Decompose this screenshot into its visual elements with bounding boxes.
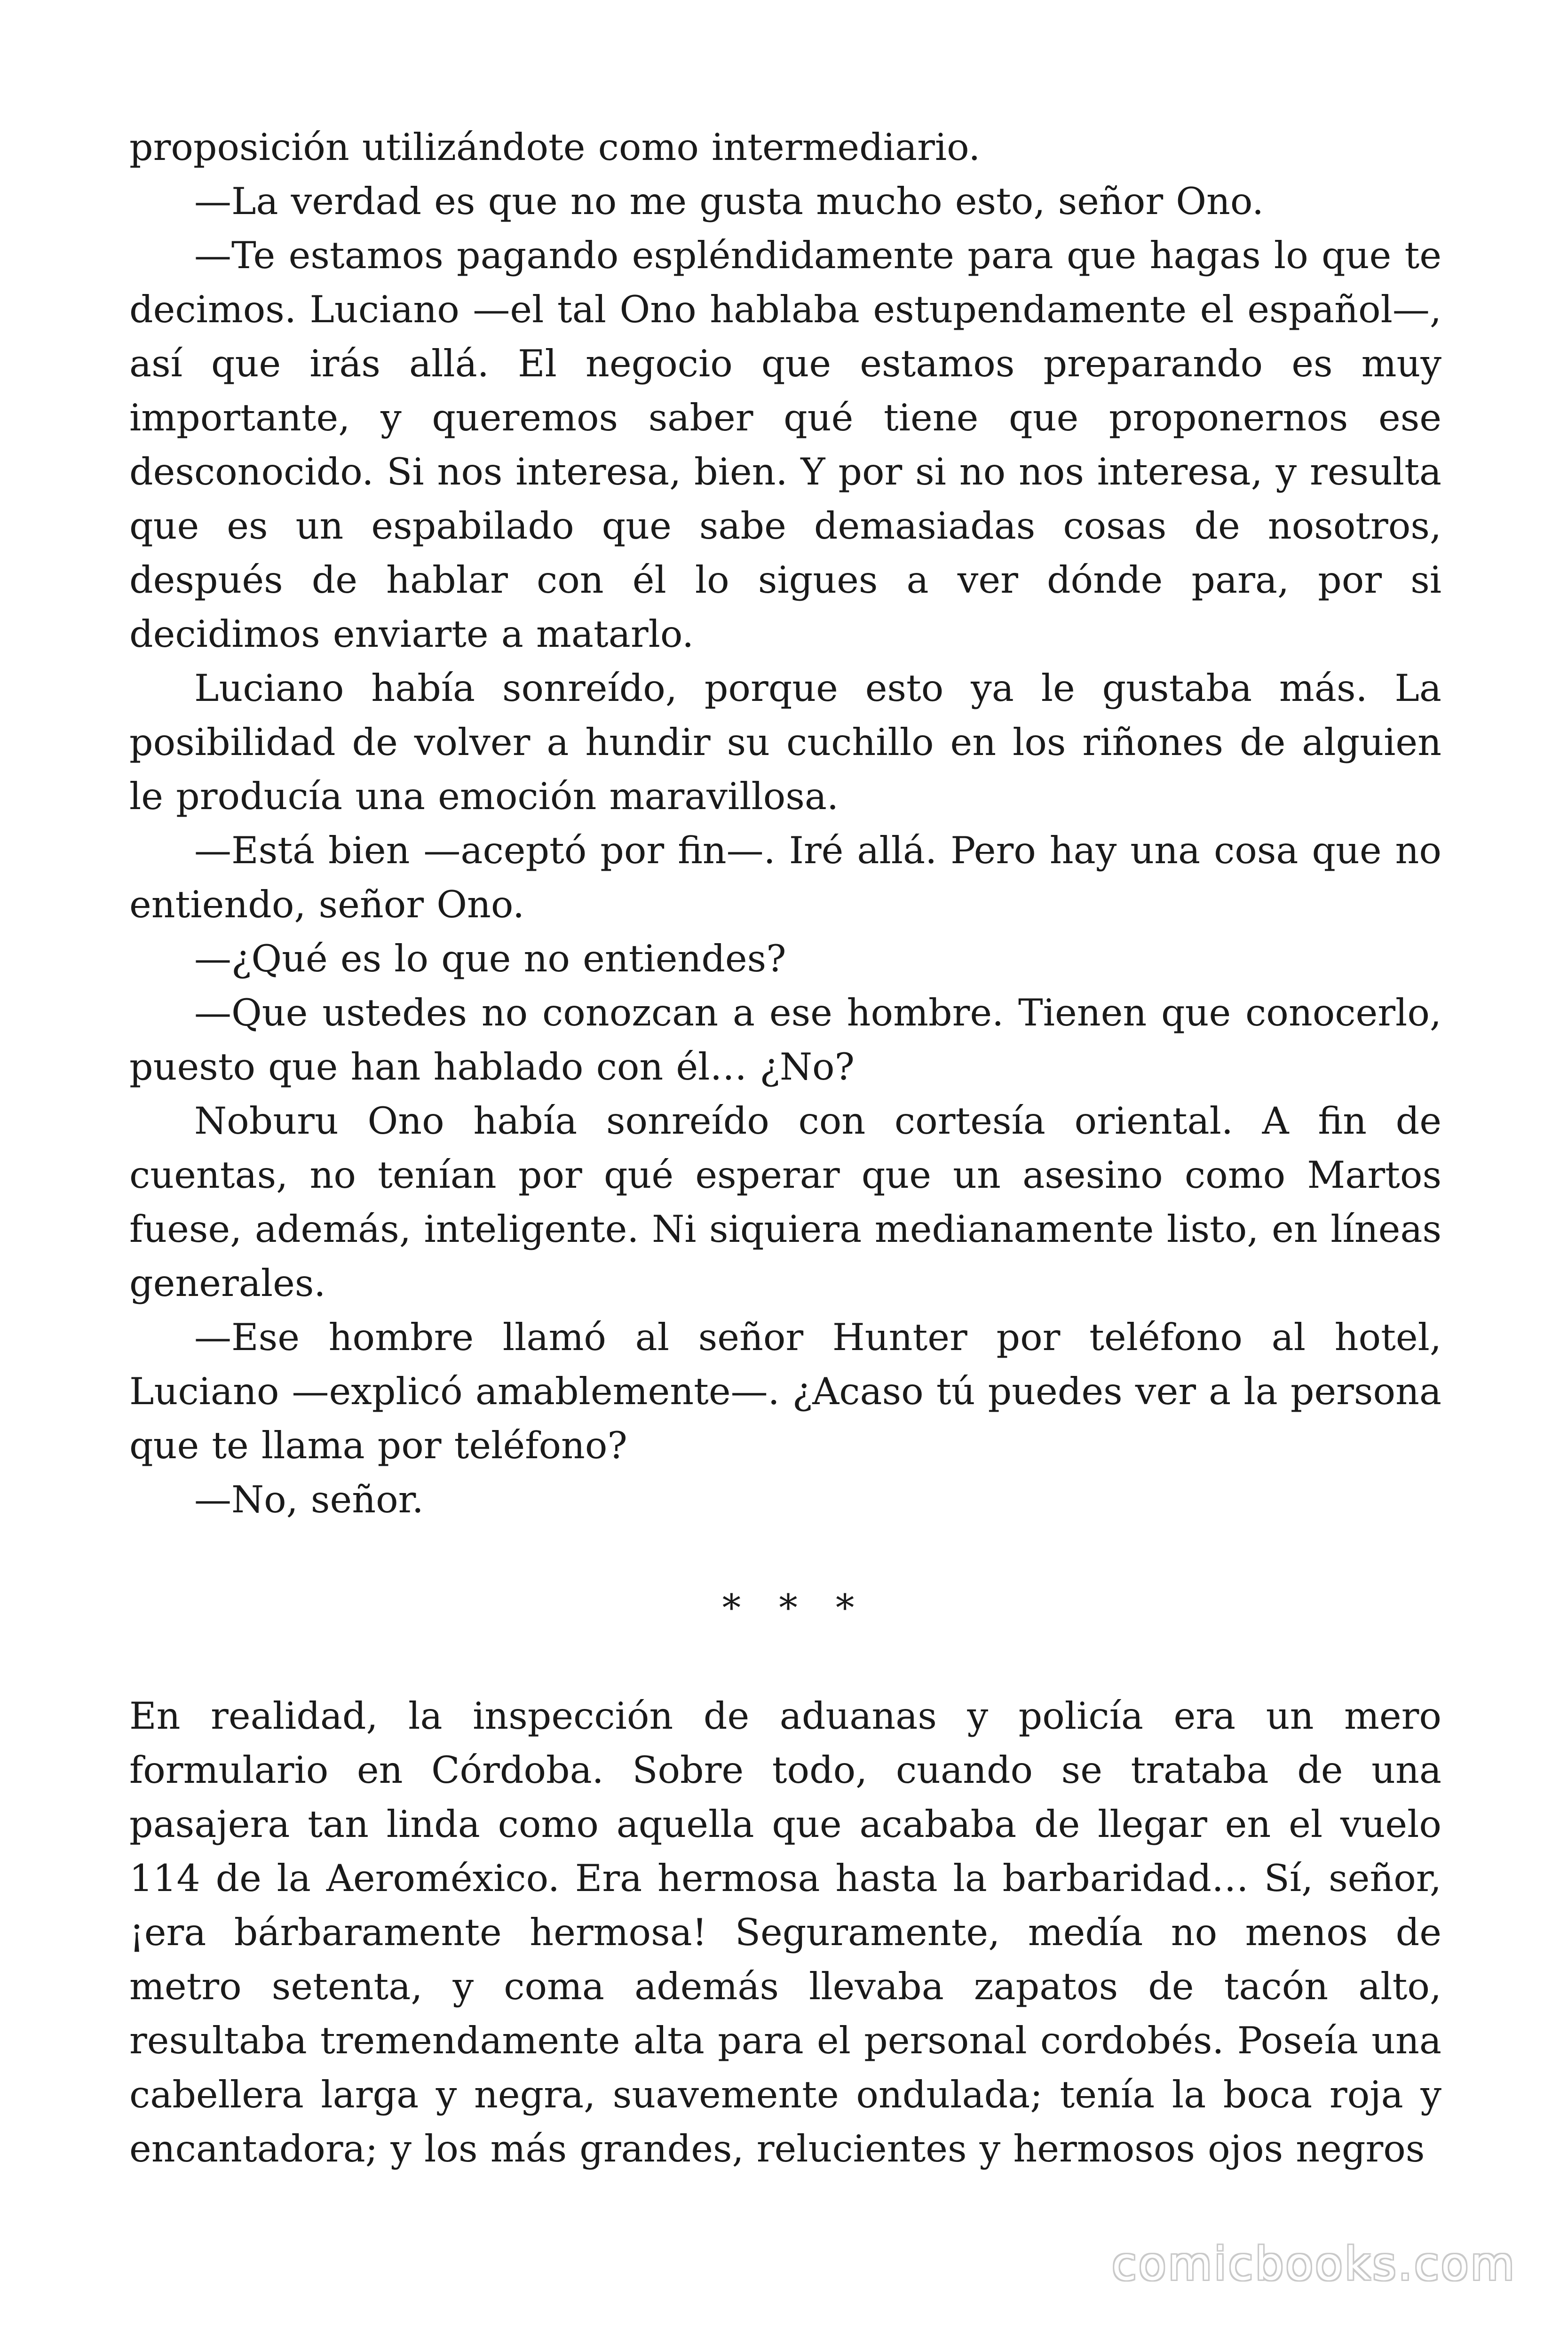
paragraph-continuation: proposición utilizándote como intermediario. xyxy=(129,126,981,169)
paragraph-dialogue: —¿Qué es lo que no entiendes? xyxy=(194,937,786,980)
book-page xyxy=(129,120,1441,2176)
paragraph-dialogue: —Te estamos pagando espléndidamente para que hagas lo que te decimos. Luciano —el tal Ono hablaba estupendamente el español—, así que irás allá. El negocio que estamos preparando es muy importante, y queremos saber qué tiene que proponernos ese desconocido. Si nos interesa, bien. Y por si no nos interesa, y resulta que es un espabilado que sabe demasiadas cosas de nosotros, después de hablar con él lo sigues a ver dónde para, por si decidimos enviarte a matarlo. xyxy=(129,234,1441,656)
section-separator: * * * xyxy=(722,1586,868,1629)
paragraph-dialogue: —Está bien —aceptó por fin—. Iré allá. Pero hay una cosa que no entiendo, señor Ono. xyxy=(129,829,1441,926)
paragraph-dialogue: —Que ustedes no conozcan a ese hombre. Tienen que conocerlo, puesto que han hablado con él… ¿No? xyxy=(129,991,1441,1089)
paragraph-dialogue: —La verdad es que no me gusta mucho esto, señor Ono. xyxy=(194,180,1264,223)
paragraph-dialogue: —Ese hombre llamó al señor Hunter por teléfono al hotel, Luciano —explicó amablemente—. ¿Acaso tú puedes ver a la persona que te llama por teléfono? xyxy=(129,1316,1441,1467)
paragraph-section-start: En realidad, la inspección de aduanas y policía era un mero formulario en Córdoba. Sobre todo, cuando se trataba de una pasajera tan linda como aquella que acababa de llegar en el vuelo 114 de la Aeroméxico. Era hermosa hasta la barbaridad… Sí, señor, ¡era bárbaramente hermosa! Seguramente, medía no menos de metro setenta, y coma además llevaba zapatos de tacón alto, resultaba tremendamente alta para el personal cordobés. Poseía una cabellera larga y negra, suavemente ondulada; tenía la boca roja y encantadora; y los más grandes, relucientes y hermosos ojos negros xyxy=(129,1694,1441,2170)
watermark-logo: comicbooks.com xyxy=(1111,2238,1516,2290)
paragraph-narration: Luciano había sonreído, porque esto ya le gustaba más. La posibilidad de volver a hundir su cuchillo en los riñones de alguien le producía una emoción maravillosa. xyxy=(129,667,1441,818)
paragraph-narration: Noburu Ono había sonreído con cortesía oriental. A fin de cuentas, no tenían por qué esperar que un asesino como Martos fuese, además, inteligente. Ni siquiera medianamente listo, en líneas generales. xyxy=(129,1099,1441,1305)
paragraph-dialogue: —No, señor. xyxy=(194,1478,424,1521)
